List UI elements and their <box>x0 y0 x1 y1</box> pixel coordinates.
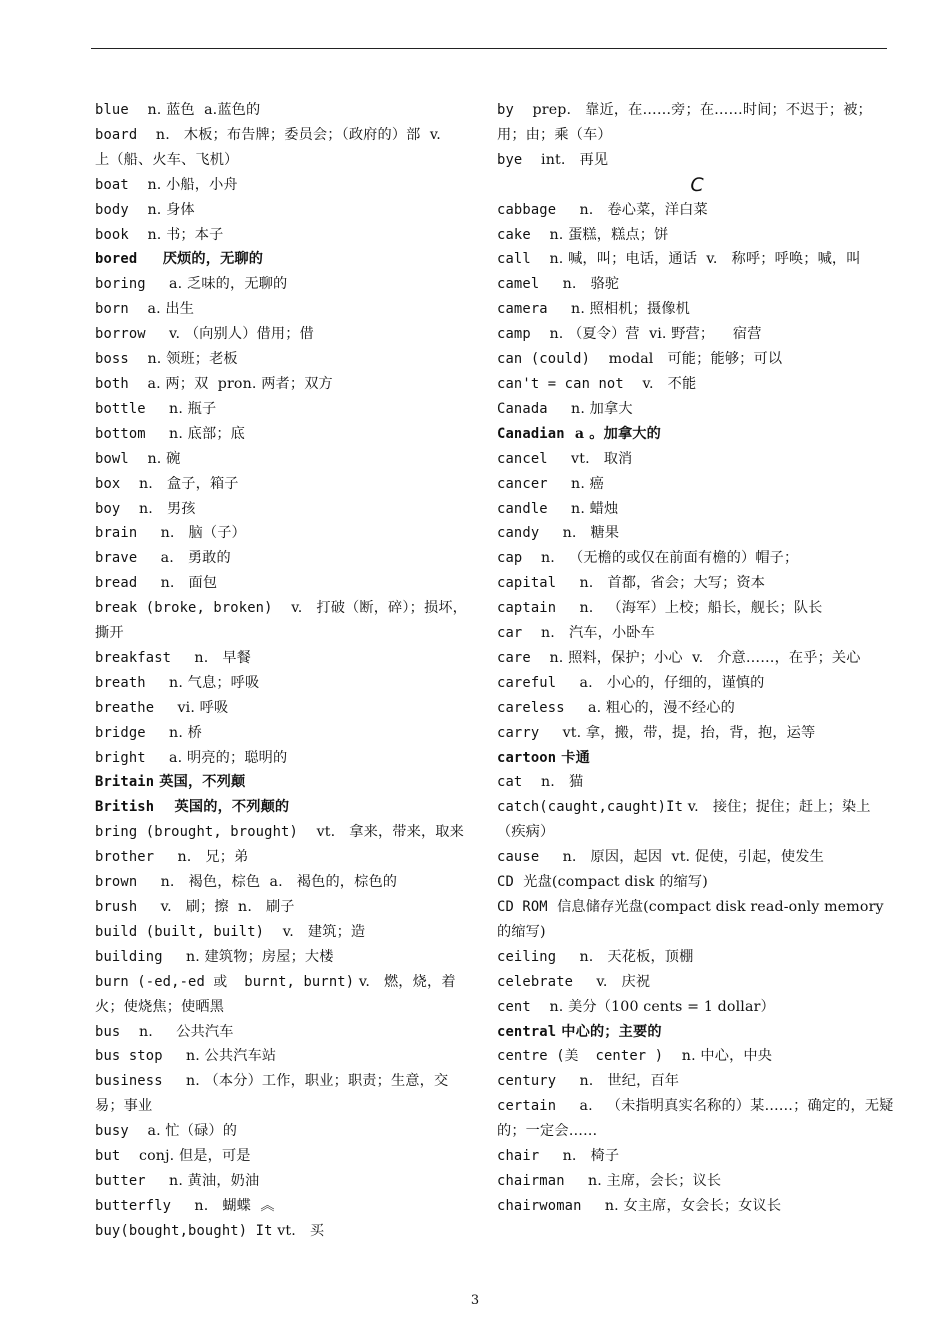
entry-headword: business <box>95 1073 163 1090</box>
entry-definition: n. 领班；老板 <box>128 351 238 368</box>
entry-headword: bottom <box>95 425 146 442</box>
dictionary-entry <box>497 397 897 422</box>
entry-definition: a. 粗心的，漫不经心的 <box>564 699 735 716</box>
entry-headword: bridge <box>95 724 146 741</box>
dictionary-entry <box>497 1020 897 1045</box>
entry-headword: cap <box>497 550 523 567</box>
entry-definition: n. 原因，起因 vt. 促使，引起，使发生 <box>539 849 824 866</box>
entry-definition: n. 公共汽车站 <box>162 1048 277 1065</box>
entry-definition: 光盘(compact disk 的缩写) <box>513 874 708 891</box>
entry-definition: prep. 靠近，在……旁；在……时间；不迟于；被；用；由；乘（车） <box>497 102 872 143</box>
entry-headword: camera <box>497 301 548 318</box>
entry-headword: breakfast <box>95 649 172 666</box>
entry-headword: careless <box>497 699 565 716</box>
entry-headword: cartoon <box>497 749 557 766</box>
entry-definition: 英国的，不列颠的 <box>154 799 290 816</box>
dictionary-entry <box>497 472 897 497</box>
entry-headword: capital <box>497 575 557 592</box>
entry-headword: blue <box>95 102 129 118</box>
dictionary-entry <box>95 1194 467 1219</box>
entry-headword: cat <box>497 774 523 791</box>
entry-headword: chair <box>497 1148 540 1165</box>
entry-definition: n. 底部；底 <box>145 425 246 442</box>
entry-headword: bright <box>95 749 146 766</box>
entry-headword: busy <box>95 1123 129 1140</box>
dictionary-entry <box>497 347 897 372</box>
entry-headword: boring <box>95 276 146 293</box>
entry-definition: n. 卷心菜，洋白菜 <box>556 201 708 218</box>
entry-headword: Canadian <box>497 425 565 442</box>
entry-headword: carry <box>497 724 540 741</box>
entry-headword: cake <box>497 226 531 243</box>
dictionary-entry <box>95 770 467 795</box>
entry-headword: brain <box>95 525 138 542</box>
entry-headword: boat <box>95 176 129 193</box>
entry-headword: certain <box>497 1098 557 1115</box>
entry-headword: bread <box>95 575 138 592</box>
entry-headword: buy(bought,bought) It <box>95 1222 273 1239</box>
entry-definition: vt. 取消 <box>547 450 633 467</box>
entry-definition: n. 蓝色 a.蓝色的 <box>128 102 261 118</box>
entry-headword: brown <box>95 874 138 891</box>
entry-headword: boss <box>95 351 129 368</box>
entry-definition: n. 面包 <box>137 575 218 592</box>
entry-definition: n. 公共汽车 <box>120 1023 234 1040</box>
entry-definition: vt. 拿来，带来，取来 <box>297 824 464 841</box>
entry-headword: cause <box>497 849 540 866</box>
entry-headword: camel <box>497 276 540 293</box>
dictionary-entry <box>497 746 897 771</box>
dictionary-entry <box>95 372 467 397</box>
entry-headword: ceiling <box>497 948 557 965</box>
entry-definition: 信息储存光盘(compact disk read-only memory的缩写) <box>497 899 884 940</box>
entry-definition: vi. 呼吸 <box>154 699 229 716</box>
entry-headword: by <box>497 102 514 118</box>
dictionary-entry <box>497 497 897 522</box>
dictionary-entry <box>95 1169 467 1194</box>
dictionary-entry <box>497 1094 897 1144</box>
entry-definition: n. 脑（子） <box>137 525 246 542</box>
entry-definition: n. 糖果 <box>539 525 620 542</box>
dictionary-entry <box>95 870 467 895</box>
dictionary-entry <box>497 795 897 845</box>
dictionary-entry <box>95 1044 467 1069</box>
entry-definition: a. 忙（碌）的 <box>128 1123 238 1140</box>
dictionary-entry <box>497 422 897 447</box>
entry-definition: 英国，不列颠 <box>154 774 246 791</box>
dictionary-entry <box>497 970 897 995</box>
entry-headword: Canada <box>497 400 548 417</box>
entry-headword: brush <box>95 899 138 915</box>
dictionary-entry <box>95 920 467 945</box>
dictionary-entry <box>95 945 467 970</box>
dictionary-entry <box>497 1169 897 1194</box>
entry-definition: n. 黄油，奶油 <box>145 1172 260 1189</box>
dictionary-entry <box>95 721 467 746</box>
left-column <box>95 98 467 1244</box>
dictionary-entry <box>497 322 897 347</box>
dictionary-entry <box>95 671 467 696</box>
entry-definition: a. 明亮的；聪明的 <box>145 749 288 766</box>
entry-headword: brother <box>95 849 155 866</box>
entry-definition: n. 男孩 <box>120 500 196 517</box>
entry-definition: v. 建筑；造 <box>264 923 366 940</box>
dictionary-entry <box>497 148 897 173</box>
entry-definition: n. 盒子，箱子 <box>120 475 239 492</box>
entry-headword: breathe <box>95 699 155 716</box>
dictionary-entry <box>95 521 467 546</box>
entry-definition: v. 庆祝 <box>573 973 651 990</box>
dictionary-entry <box>497 521 897 546</box>
dictionary-entry <box>95 571 467 596</box>
dictionary-entry <box>95 696 467 721</box>
entry-definition: n. 早餐 <box>171 649 252 666</box>
entry-definition: n. 主席，会长；议长 <box>564 1172 722 1189</box>
entry-headword: butterfly <box>95 1197 172 1214</box>
entry-headword: brave <box>95 550 138 567</box>
dictionary-entry <box>497 247 897 272</box>
entry-headword: CD <box>497 874 514 891</box>
entry-headword: can (could) <box>497 351 591 368</box>
dictionary-entry <box>95 123 467 173</box>
dictionary-entry <box>497 372 897 397</box>
dictionary-entry <box>497 870 897 895</box>
entry-definition: n. 碗 <box>128 450 181 467</box>
entry-definition: a. 乏味的，无聊的 <box>145 276 288 293</box>
entry-definition: n. 女主席，女会长；女议长 <box>581 1197 782 1214</box>
entry-headword: cancel <box>497 450 548 467</box>
dictionary-entry <box>95 98 467 123</box>
entry-definition: n. 首都，省会；大写；资本 <box>556 575 766 592</box>
entry-headword: bye <box>497 151 523 168</box>
entry-headword: break (broke, broken) <box>95 600 273 617</box>
dictionary-entry <box>95 820 467 845</box>
dictionary-entry <box>497 1144 897 1169</box>
entry-definition: n. 中心，中央 <box>663 1048 773 1065</box>
dictionary-entry <box>497 546 897 571</box>
dictionary-entry <box>497 696 897 721</box>
entry-definition: n. 瓶子 <box>145 400 217 417</box>
entry-headword: breath <box>95 674 146 691</box>
entry-headword: cabbage <box>497 201 557 218</box>
dictionary-entry <box>497 845 897 870</box>
entry-headword: bowl <box>95 450 129 467</box>
entry-headword: candy <box>497 525 540 542</box>
entry-headword: bored <box>95 251 138 268</box>
entry-definition: n. 蛋糕，糕点；饼 <box>530 226 669 243</box>
entry-definition: n. 美分（100 cents = 1 dollar） <box>530 998 775 1015</box>
entry-definition: n. 建筑物；房屋；大楼 <box>162 948 334 965</box>
entry-definition: v. 刷；擦 n. 刷子 <box>137 899 295 915</box>
dictionary-entry <box>95 895 467 920</box>
entry-definition: n. 木板；布告牌；委员会；（政府的）部 v. 上（船、火车、飞机） <box>95 126 455 168</box>
entry-headword: chairwoman <box>497 1197 582 1214</box>
entry-definition: modal 可能；能够；可以 <box>590 351 783 368</box>
dictionary-entry <box>95 795 467 820</box>
dictionary-entry <box>95 297 467 322</box>
entry-headword: British <box>95 799 155 816</box>
entry-definition: a. 小心的，仔细的，谨慎的 <box>556 674 765 691</box>
entry-headword: central <box>497 1023 557 1040</box>
dictionary-entry <box>95 322 467 347</box>
entry-definition: n. （夏令）营 vi. 野营； 宿营 <box>530 326 762 343</box>
dictionary-entry <box>497 1044 897 1069</box>
entry-headword: borrow <box>95 326 146 343</box>
entry-headword: born <box>95 301 129 318</box>
header-rule <box>91 48 887 49</box>
entry-definition: n. 加拿大 <box>547 400 633 417</box>
dictionary-entry <box>497 447 897 472</box>
dictionary-entry <box>497 596 897 621</box>
entry-definition: vt. 拿，搬，带，提，抬，背，抱，运等 <box>539 724 816 741</box>
entry-definition: n. 骆驼 <box>539 276 620 293</box>
page-number: 3 <box>470 1293 480 1308</box>
entry-definition: n. 汽车，小卧车 <box>522 625 655 642</box>
dictionary-entry <box>497 98 897 148</box>
dictionary-entry <box>95 472 467 497</box>
entry-definition: n. 兄；弟 <box>154 849 249 866</box>
entry-headword: but <box>95 1148 121 1165</box>
entry-headword: catch(caught,caught)It <box>497 799 684 816</box>
dictionary-entry <box>497 721 897 746</box>
entry-definition: n. 气息；呼吸 <box>145 674 260 691</box>
entry-definition: conj. 但是，可是 <box>120 1148 251 1165</box>
entry-headword: camp <box>497 326 531 343</box>
entry-headword: care <box>497 649 531 666</box>
dictionary-entry <box>497 223 897 248</box>
dictionary-entry <box>497 272 897 297</box>
dictionary-entry <box>497 995 897 1020</box>
entry-headword: car <box>497 625 523 642</box>
dictionary-entry <box>497 770 897 795</box>
entry-headword: both <box>95 375 129 392</box>
entry-headword: bottle <box>95 400 146 417</box>
entry-headword: board <box>95 126 138 143</box>
dictionary-entry <box>497 945 897 970</box>
dictionary-entry <box>497 1069 897 1094</box>
entry-definition: n. 褐色，棕色 a. 褐色的，棕色的 <box>137 874 398 891</box>
dictionary-entry <box>95 272 467 297</box>
dictionary-entry <box>497 571 897 596</box>
entry-definition: n. 癌 <box>547 475 604 492</box>
dictionary-entry <box>95 247 467 272</box>
entry-definition: a 。加拿大的 <box>564 425 661 442</box>
entry-definition: n. 桥 <box>145 724 202 741</box>
entry-definition: n. （本分）工作，职业；职责；生意，交易；事业 <box>95 1073 449 1115</box>
entry-definition: a. 出生 <box>128 301 195 318</box>
entry-definition: n. 书；本子 <box>128 226 224 243</box>
entry-definition: n. 身体 <box>128 201 195 218</box>
entry-headword: can't = can not <box>497 375 624 392</box>
entry-definition: n. 猫 <box>522 774 584 791</box>
entry-headword: burn (-ed,-ed 或 burnt, burnt) <box>95 973 355 990</box>
dictionary-entry <box>497 1194 897 1219</box>
entry-headword: cent <box>497 998 531 1015</box>
entry-headword: Britain <box>95 774 155 791</box>
dictionary-entry <box>95 1219 467 1244</box>
entry-headword: body <box>95 201 129 218</box>
entry-headword: bus stop <box>95 1048 163 1065</box>
entry-headword: book <box>95 226 129 243</box>
dictionary-entry <box>497 297 897 322</box>
dictionary-entry <box>95 546 467 571</box>
entry-headword: bring (brought, brought) <box>95 824 298 841</box>
dictionary-entry <box>95 646 467 671</box>
dictionary-entry <box>95 497 467 522</box>
entry-definition: 厌烦的，无聊的 <box>137 251 264 268</box>
entry-headword: boy <box>95 500 121 517</box>
entry-definition: 卡通 <box>556 749 590 766</box>
section-letter: C <box>690 173 704 196</box>
dictionary-entry <box>497 895 897 945</box>
entry-headword: butter <box>95 1172 146 1189</box>
entry-definition: n. 小船，小舟 <box>128 176 238 193</box>
entry-headword: CD ROM <box>497 899 548 915</box>
entry-definition: n. 照相机；摄像机 <box>547 301 691 318</box>
dictionary-entry <box>95 970 467 1020</box>
entry-definition: n. （海军）上校；船长，舰长；队长 <box>556 600 823 617</box>
entry-definition: vt. 买 <box>272 1222 325 1239</box>
dictionary-entry <box>497 198 897 223</box>
entry-definition: v. 接住；捉住；赶上；染上（疾病） <box>497 799 871 841</box>
dictionary-entry <box>497 671 897 696</box>
dictionary-entry <box>95 746 467 771</box>
dictionary-entry <box>95 845 467 870</box>
entry-definition: int. 再见 <box>522 151 609 168</box>
dictionary-entry <box>95 422 467 447</box>
entry-headword: build (built, built) <box>95 923 265 940</box>
dictionary-entry <box>95 198 467 223</box>
dictionary-entry <box>497 621 897 646</box>
entry-headword: chairman <box>497 1172 565 1189</box>
entry-headword: box <box>95 475 121 492</box>
dictionary-entry <box>95 347 467 372</box>
entry-headword: centre (美 center ) <box>497 1048 664 1065</box>
right-column <box>497 98 897 1219</box>
dictionary-entry <box>95 1119 467 1144</box>
entry-headword: careful <box>497 674 557 691</box>
entry-definition: n. 蜡烛 <box>547 500 619 517</box>
dictionary-entry <box>95 1020 467 1045</box>
entry-definition: n. 照料，保护；小心 v. 介意……，在乎；关心 <box>530 649 861 666</box>
entry-definition: a. 两；双 pron. 两者；双方 <box>128 375 333 392</box>
entry-headword: century <box>497 1073 557 1090</box>
entry-headword: building <box>95 948 163 965</box>
entry-headword: captain <box>497 600 557 617</box>
entry-definition: v. 不能 <box>623 375 697 392</box>
entry-headword: cancer <box>497 475 548 492</box>
entry-definition: v. 燃，烧，着火；使烧焦；使晒黑 <box>95 973 456 1015</box>
dictionary-entry <box>95 447 467 472</box>
entry-definition: 中心的；主要的 <box>556 1023 662 1040</box>
dictionary-entry <box>95 397 467 422</box>
entry-definition: n. 椅子 <box>539 1148 620 1165</box>
entry-definition: n. 蝴蝶 ︽ <box>171 1197 275 1214</box>
entry-definition: n. （无檐的或仅在前面有檐的）帽子； <box>522 550 799 567</box>
dictionary-entry <box>497 646 897 671</box>
entry-headword: celebrate <box>497 973 574 990</box>
entry-definition: v. 打破（断，碎）；损坏，撕开 <box>95 600 467 642</box>
dictionary-entry <box>95 596 467 646</box>
entry-definition: a. 勇敢的 <box>137 550 231 567</box>
entry-definition: n. 喊，叫；电话，通话 v. 称呼；呼唤；喊，叫 <box>530 251 861 268</box>
entry-headword: candle <box>497 500 548 517</box>
entry-definition: n. 世纪，百年 <box>556 1073 680 1090</box>
dictionary-entry <box>95 1144 467 1169</box>
dictionary-entry <box>95 1069 467 1119</box>
entry-headword: call <box>497 251 531 268</box>
dictionary-entry <box>95 173 467 198</box>
dictionary-entry <box>95 223 467 248</box>
entry-headword: bus <box>95 1023 121 1040</box>
entry-definition: n. 天花板，顶棚 <box>556 948 694 965</box>
entry-definition: a. （未指明真实名称的）某……；确定的，无疑的；一定会…… <box>497 1098 894 1140</box>
entry-definition: v. （向别人）借用；借 <box>145 326 314 343</box>
